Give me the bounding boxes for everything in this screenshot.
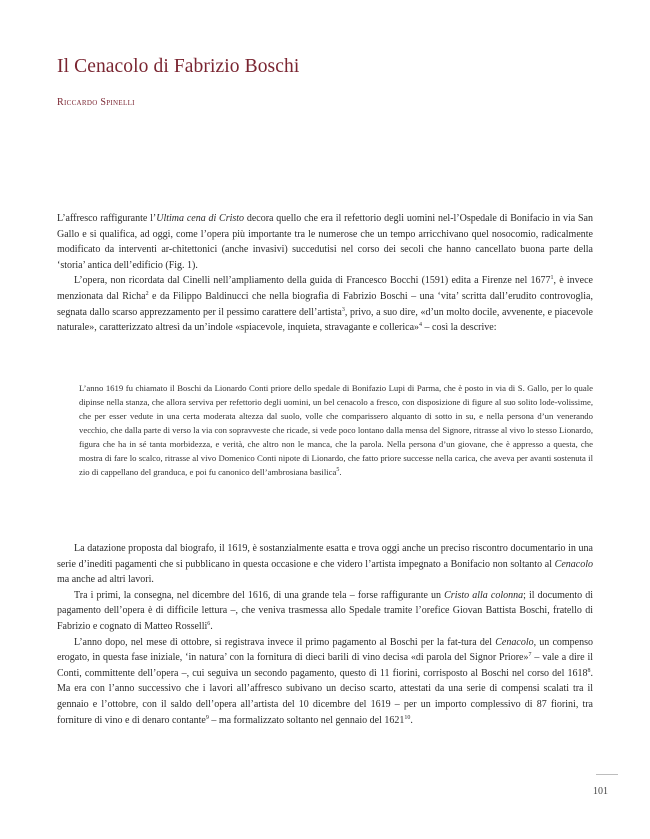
article-title: Il Cenacolo di Fabrizio Boschi xyxy=(57,56,300,77)
artwork-title: Ultima cena di Cristo xyxy=(156,213,245,224)
paragraph-4: Tra i primi, la consegna, nel dicembre del 1616, di una grande tela – forse raffigurante un Cristo alla colonna; il documento di pagamento dell’opera è di difficile lettura –, che veniva trasmessa allo Spedale tramite l’orefice Giovan Battista Boschi, fratello di Fabrizio e cognato di Matteo Rosselli$^6$. xyxy=(57,589,593,632)
page-number: 101 xyxy=(593,786,608,797)
footnote-ref: 8 xyxy=(587,667,591,674)
footnote-ref: 9 xyxy=(205,714,209,721)
footnote-ref: 3 xyxy=(341,306,345,313)
footnote-ref: 7 xyxy=(528,652,532,659)
paragraph-2: L’opera, non ricordata dal Cinelli nell’ampliamento della guida di Francesco Bocchi (1591) edita a Firenze nel 1677$^1$, è invece menzionata dal Richa$^2$ e da Filippo Baldinucci che nella biografia di Fabrizio Boschi – una ‘vita’ scritta dall’erudito controvoglia, segnata dallo scarso apprezzamento per il pessimo carattere dell’artista$^3$, privo, a suo dire, «d’un molto docile, avvenente, e piacevole naturale», caratterizzato altresì da un’indole «spiacevole, inquieta, stravagante e collerica»$^4$ – così la descrive: xyxy=(57,275,593,334)
footer-rule xyxy=(596,774,618,775)
paragraph-5: L’anno dopo, nel mese di ottobre, si registrava invece il primo pagamento al Boschi per la fat-tura del Cenacolo, un compenso erogato, in questa fase iniziale, ‘in natura’ con la fornitura di dieci barili di vino decisa «di parola del Signor Priore»$^7$ – vale a dire il Conti, committente dell’opera –, cui seguiva un secondo pagamento, questo di 11 fiorini, corrisposto al Boschi nel corso del 1618$^8$. Ma era con l’anno successivo che i lavori all’affresco subivano un deciso scarto, attestati da una serie di compensi scalati tra il gennaio e l’ottobre, con il saldo dell’opera all’artista del 10 dicembre del 1619 – per un importo complessivo di 87 fiorini, tra forniture di vino e di denaro contante$^9$ – ma formalizzato soltanto nel gennaio del 1621$^{10}$. xyxy=(57,636,594,726)
footnote-ref: 2 xyxy=(145,290,149,297)
paragraph-3: La datazione proposta dal biografo, il 1619, è sostanzialmente esatta e trova oggi anche un preciso riscontro documentario in una serie d’inediti pagamenti che si pubblicano in questa occasione e che videro l’artista impegnato a Bonifacio non soltanto al Cenacolo ma anche ad altri lavori. xyxy=(57,543,593,586)
footnote-ref: 1 xyxy=(550,275,554,282)
footnote-ref: 4 xyxy=(419,322,423,329)
intro-section xyxy=(57,211,593,336)
artwork-title: Cenacolo xyxy=(554,558,593,570)
paragraph-1: L’affresco raffigurante l’Ultima cena di Cristo decora quello che era il refettorio degli uomini nel-l’Ospedale di Bonifacio in via San Gallo e si qualifica, ad oggi, come l’opera più importante tra le numerose che un tempo arricchivano quel nosocomio, radicalmente modificato da interventi ar-chitettonici (anche invasivi) succedutisi nel corso dei secoli che hanno cancellato buona parte della ‘storia’ antica dell’edificio (Fig. 1). xyxy=(57,213,593,271)
article-author: Riccardo Spinelli xyxy=(57,97,135,108)
footnote-ref: 5 xyxy=(336,467,340,473)
main-section xyxy=(57,541,593,728)
footnote-ref: 6 xyxy=(207,620,211,627)
artwork-title: Cristo alla colonna xyxy=(444,589,524,601)
block-quote xyxy=(79,381,593,479)
artwork-title: Cenacolo xyxy=(495,636,534,648)
footnote-ref: 10 xyxy=(404,714,411,721)
quote-text: L’anno 1619 fu chiamato il Boschi da Lionardo Conti priore dello spedale di Bonifazio Lupi di Parma, che è posto in via di S. Gallo, per lo quale dipinse nella stanza, che allora serviva per refettorio degli uomini, un bel cenacolo a fresco, con disposizione di figure al suo solito lode-volissime, che per esser vedute in una certa moderata altezza dal suolo, volle che comparissero alquanto di sotto in su, e nella persona d’un venerando vecchio, che dalla parte di verso la via con sopravveste che ricade, si vede poco lontano dalla mensa del Signore, ritrasse al vivo lo stesso Lionardo, figura che ha in sé tanta morbidezza, e verità, che altro non le manca, che la parola. Nella persona d’un giovane, che è appresso a questa, che mostra di fare lo scalco, ritrasse al vivo Domenico Conti nipote di Lionardo, che fatto priore successe nella carica, che aveva per avanti sostenuta il zio di cappellano del granduca, e poi fu canonico dell’ambrosiana basilica$^5$. xyxy=(79,383,593,477)
